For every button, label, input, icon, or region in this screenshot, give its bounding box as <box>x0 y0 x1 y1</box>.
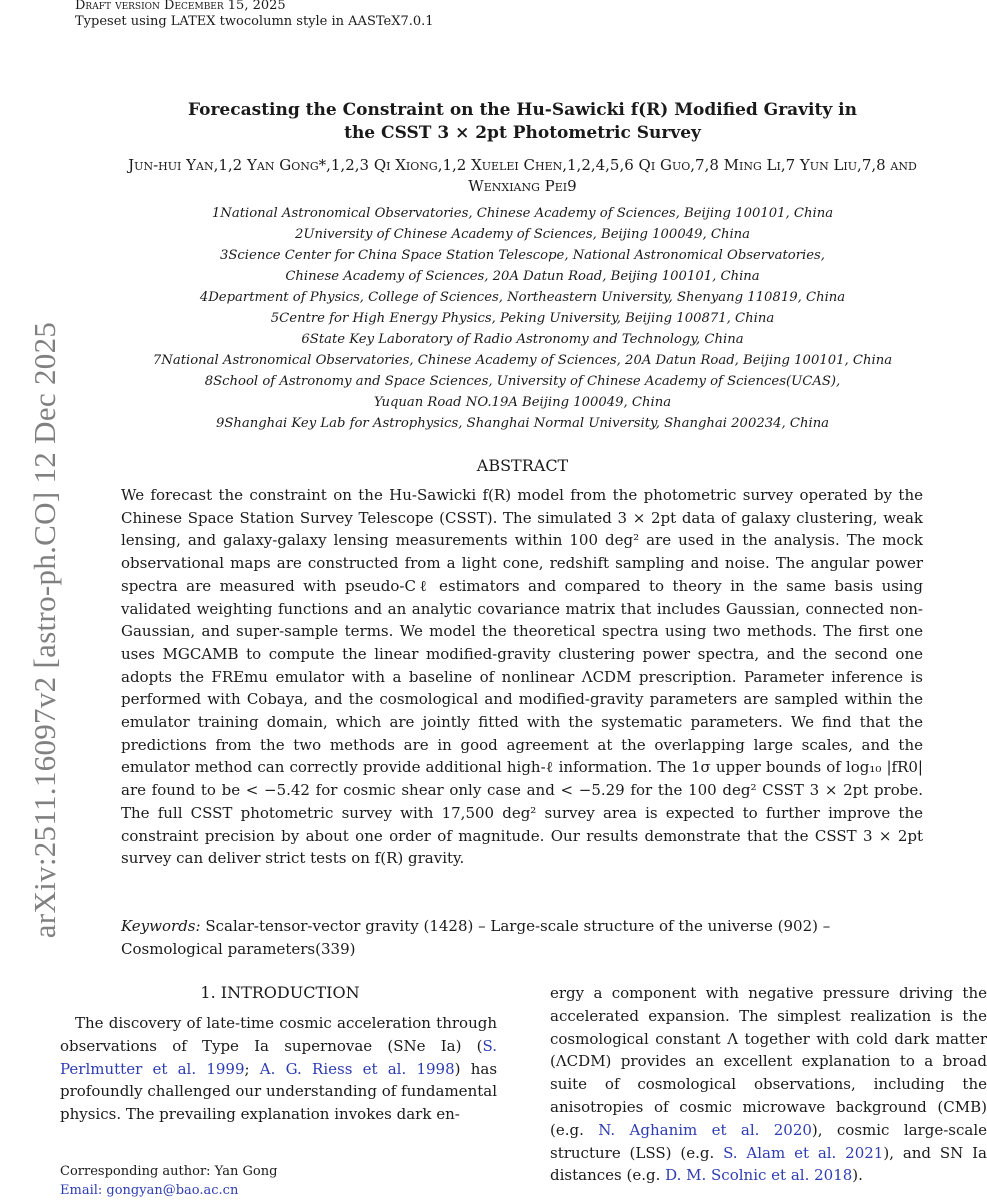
paper-title <box>0 99 987 145</box>
affiliation-7: 7National Astronomical Observatories, Chinese Academy of Sciences, 20A Datun Road, Beijing 100101, China <box>152 353 893 368</box>
affiliation-4: 4Department of Physics, College of Sciences, Northeastern University, Shenyang 110819, China <box>199 290 846 305</box>
affiliation-1: 1National Astronomical Observatories, Chinese Academy of Sciences, Beijing 100101, China <box>211 206 834 221</box>
affiliation-3: 3Science Center for China Space Station Telescope, National Astronomical Observatories, <box>220 248 825 263</box>
arxiv-stamp[interactable]: arXiv:2511.16097v2 [astro-ph.CO] 12 Dec 2025 <box>27 321 62 939</box>
intro-text-e: ), cosmic large-scale structure (LSS) (e.g. <box>550 1120 987 1162</box>
affiliation-8: 8School of Astronomy and Space Sciences, University of Chinese Academy of Sciences(UCAS), <box>204 374 841 389</box>
corresponding-author: Corresponding author: Yan Gong <box>60 1164 278 1179</box>
affiliation-6: 6State Key Laboratory of Radio Astronomy and Technology, China <box>301 332 744 347</box>
affiliation-9: 9Shanghai Key Lab for Astrophysics, Shanghai Normal University, Shanghai 200234, China <box>215 416 830 431</box>
keywords-text: Scalar-tensor-vector gravity (1428) – Large-scale structure of the universe (902) – Cosmological parameters(339) <box>121 917 831 958</box>
intro-column-2 <box>550 982 987 1187</box>
affiliation-3-cont: Chinese Academy of Sciences, 20A Datun Road, Beijing 100101, China <box>285 269 760 284</box>
affiliation-8-cont: Yuquan Road NO.19A Beijing 100049, China <box>373 395 672 410</box>
citation-scolnic[interactable]: D. M. Scolnic et al. 2018 <box>665 1166 853 1185</box>
intro-text-a: The discovery of late-time cosmic acceleration through observations of Type Ia supernovae (SNe Ia) ( <box>60 1014 497 1055</box>
intro-column-1 <box>60 1012 497 1126</box>
intro-text-f: ), and SN Ia distances (e.g. <box>550 1143 987 1185</box>
affiliation-2: 2University of Chinese Academy of Sciences, Beijing 100049, China <box>294 227 751 242</box>
title-line-2: the CSST 3 × 2pt Photometric Survey <box>344 123 701 143</box>
citation-perlmutter[interactable]: S. Perlmutter et al. 1999 <box>60 1036 497 1078</box>
authors-line-1: Jun-hui Yan,1,2 Yan Gong*,1,2,3 Qi Xiong,1,2 Xuelei Chen,1,2,4,5,6 Qi Guo,7,8 Ming Li,7 Yun Liu,7,8 and <box>128 156 917 174</box>
citation-aghanim[interactable]: N. Aghanim et al. 2020 <box>598 1120 812 1139</box>
author-list <box>70 155 975 197</box>
citation-riess[interactable]: A. G. Riess et al. 1998 <box>259 1059 455 1078</box>
email-link[interactable]: Email: gongyan@bao.ac.cn <box>60 1183 239 1198</box>
abstract-heading: ABSTRACT <box>476 456 569 475</box>
section-heading: 1. INTRODUCTION <box>200 983 360 1002</box>
abstract-text: We forecast the constraint on the Hu-Sawicki f(R) model from the photometric survey operated by the Chinese Space Station Survey Telescope (CSST). The simulated 3 × 2pt data of galaxy clustering, weak lensing, and galaxy-galaxy lensing measurements within 100 deg² are used in the analysis. The mock observational maps are constructed from a light cone, redshift sampling and noise. The angular power spectra are measured with pseudo-Cℓ estimators and compared to theory in the same basis using validated weighting functions and an analytic covariance matrix that includes Gaussian, connected non-Gaussian, and super-sample terms. We model the theoretical spectra using two methods. The first one uses MGCAMB to compute the linear modified-gravity clustering power spectra, and the second one adopts the FREmu emulator with a baseline of nonlinear ΛCDM prescription. Parameter inference is performed with Cobaya, and the cosmological and modified-gravity parameters are sampled within the emulator training domain, which are jointly fitted with the systematic parameters. We find that the predictions from the two methods are in good agreement at the overlapping large scales, and the emulator method can correctly provide additional high-ℓ information. The 1σ upper bounds of log₁₀ |fR0| are found to be < −5.42 for cosmic shear only case and < −5.29 for the 100 deg² CSST 3 × 2pt probe. The full CSST photometric survey with 17,500 deg² survey area is expected to further improve the constraint precision by about one order of magnitude. Our results demonstrate that the CSST 3 × 2pt survey can deliver strict tests on f(R) gravity. <box>121 486 923 868</box>
intro-text-b: ; <box>244 1059 260 1078</box>
intro-text-c: ) has profoundly challenged our understanding of fundamental physics. The prevailing explanation invokes dark en- <box>60 1059 498 1124</box>
keywords <box>121 915 923 960</box>
citation-alam[interactable]: S. Alam et al. 2021 <box>723 1143 884 1162</box>
authors-line-2: Wenxiang Pei9 <box>468 177 577 195</box>
intro-text-g: ). <box>852 1166 863 1185</box>
intro-text-d: ergy a component with negative pressure driving the accelerated expansion. The simplest realization is the cosmological constant Λ together with cold dark matter (ΛCDM) provides an excellent explanation to a broad suite of cosmological observations, including the anisotropies of cosmic microwave background (CMB) (e.g. <box>550 984 987 1139</box>
keywords-label: Keywords: <box>121 917 201 935</box>
affiliation-5: 5Centre for High Energy Physics, Peking University, Beijing 100871, China <box>270 311 775 326</box>
typeset-line: Typeset using LATEX twocolumn style in AASTeX7.0.1 <box>75 14 434 29</box>
title-line-1: Forecasting the Constraint on the Hu-Sawicki f(R) Modified Gravity in <box>188 100 857 120</box>
draft-version-line: Draft version December 15, 2025 <box>75 0 286 13</box>
